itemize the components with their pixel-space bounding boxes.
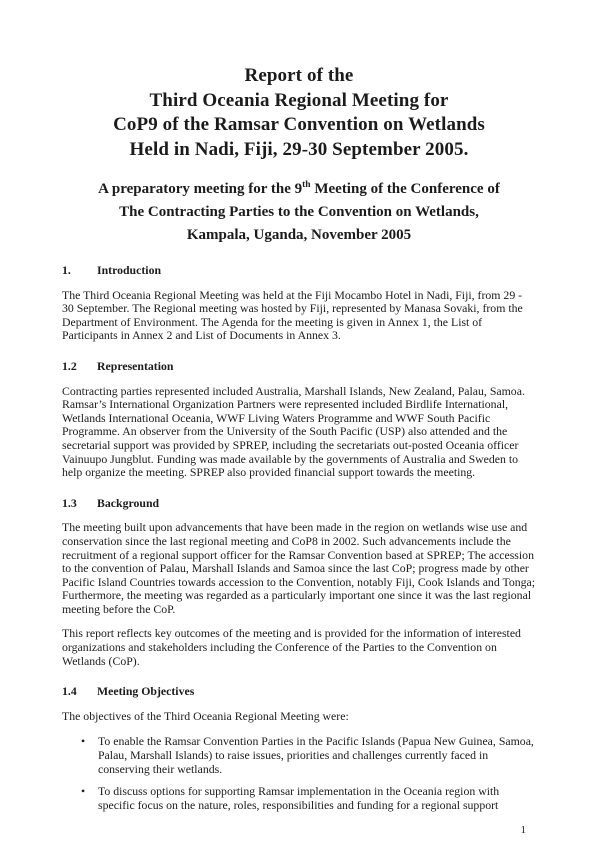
ordinal-superscript: th: [302, 180, 311, 190]
page-number: 1: [520, 824, 526, 836]
subtitle-text: A preparatory meeting for the 9: [98, 181, 303, 197]
section-introduction: [62, 264, 536, 343]
section-title: Background: [97, 495, 160, 510]
section-number: 1.2: [62, 358, 77, 373]
paragraph: Contracting parties represented included Australia, Marshall Islands, New Zealand, Palau, Samoa. Ramsar’s International Organization Partners were represented included Birdlife International, Wetlands International Oceania, WWF Living Waters Programme and WWF South Pacific Programme. An observer from the University of the South Pacific (USP) also attended and the secretarial support was provided by SPREP, including the secretariats out-posted Oceania officer Vainuupo Jungblut. Funding was made available by the governments of Australia and Sweden to help organize the meeting. SPREP also provided financial support towards the meeting.: [62, 383, 525, 480]
section-heading: [62, 264, 536, 278]
section-number: 1.4: [62, 684, 77, 699]
section-representation: [62, 360, 536, 480]
section-title: Representation: [97, 358, 174, 373]
paragraph: This report reflects key outcomes of the meeting and is provided for the information of interested organizations and stakeholders including the Conference of the Parties to the Convention on Wetlands (CoP).: [62, 626, 521, 668]
document-title: [62, 64, 536, 162]
section-meeting-objectives: [62, 685, 536, 812]
subtitle-line: Kampala, Uganda, November 2005: [186, 227, 412, 243]
title-line: Third Oceania Regional Meeting for: [149, 89, 449, 111]
section-title: Meeting Objectives: [97, 684, 195, 699]
document-subtitle: [62, 178, 536, 247]
section-number: 1.: [62, 263, 71, 277]
paragraph: The objectives of the Third Oceania Regional Meeting were:: [62, 708, 349, 723]
subtitle-line: [62, 178, 536, 201]
subtitle-line: The Contracting Parties to the Convention on Wetlands,: [119, 204, 479, 220]
subtitle-text: Meeting of the Conference of: [310, 181, 500, 197]
paragraph: The Third Oceania Regional Meeting was held at the Fiji Mocambo Hotel in Nadi, Fiji, from 29 - 30 September. The Regional meeting was hosted by Fiji, represented by Manasa Sovaki, from the Department of Environment. The Agenda for the meeting is given in Annex 1, the List of Participants in Annex 2 and List of Documents in Annex 3.: [62, 287, 523, 343]
section-title: Introduction: [97, 263, 162, 277]
paragraph: The meeting built upon advancements that have been made in the region on wetlands wise use and conservation since the last regional meeting and CoP8 in 2002. Such advancements include the recruitment of a regional support officer for the Ramsar Convention based at SPREP; The accession to the convention of Palau, Marshall Islands and Samoa since the last CoP; progress made by other Pacific Island Countries towards accession to the Convention, notably Fiji, Cook Islands and Tonga; Furthermore, the meeting was regarded as a particularly important one since it was the last regional meeting before the CoP.: [62, 520, 536, 616]
bullet-item: • To enable the Ramsar Convention Parties in the Pacific Islands (Papua New Guinea, Samoa, Palau, Marshall Islands) to raise issues, priorities and challenges currently faced in conserving their wetlands.: [98, 735, 536, 776]
title-line: CoP9 of the Ramsar Convention on Wetlands: [113, 114, 485, 135]
section-heading: [62, 360, 536, 374]
section-heading: [62, 497, 536, 511]
bullet-item: • To discuss options for supporting Ramsar implementation in the Oceania region with specific focus on the nature, roles, responsibilities and funding for a regional support: [98, 785, 536, 812]
section-heading: [62, 685, 536, 699]
title-line: Held in Nadi, Fiji, 29-30 September 2005.: [129, 138, 469, 160]
section-number: 1.3: [62, 495, 77, 510]
objectives-list: [62, 735, 536, 812]
title-line: Report of the: [244, 65, 354, 86]
section-background: [62, 497, 536, 669]
